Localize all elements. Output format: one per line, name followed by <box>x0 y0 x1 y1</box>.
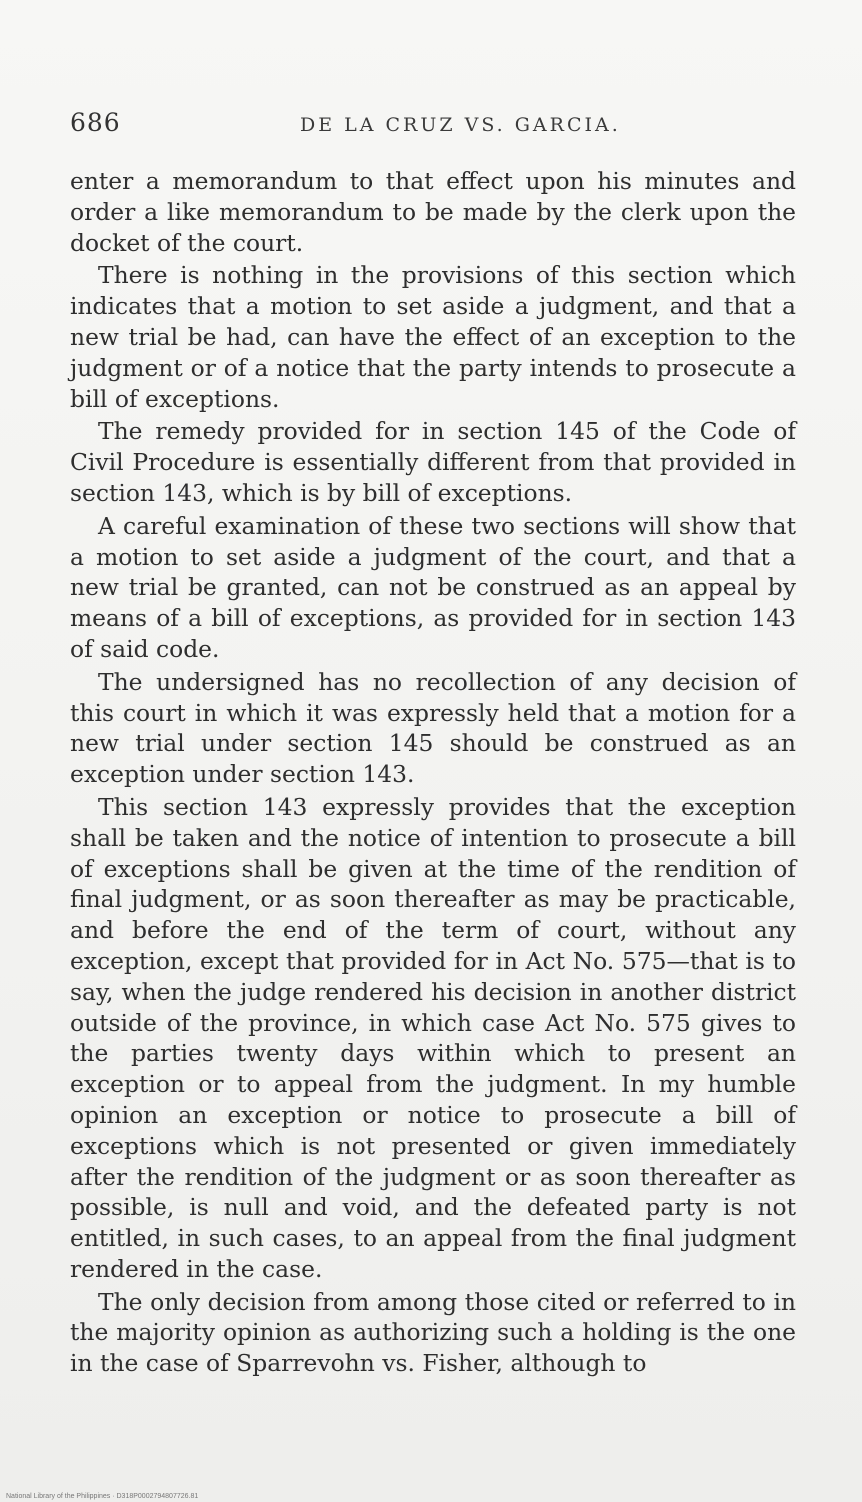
body-text <box>70 166 796 1381</box>
running-head: DE LA CRUZ VS. GARCIA. <box>300 114 621 136</box>
paragraph: A careful examination of these two sections will show that a motion to set aside a judgment of the court, and that a new trial be granted, can not be construed as an appeal by means of a bill of exceptions, as provided for in section 143 of said code. <box>70 511 796 663</box>
paragraph: There is nothing in the provisions of this section which indicates that a motion to set aside a judgment, and that a new trial be had, can have the effect of an exception to the judgment or of a notice that the party intends to prosecute a bill of exceptions. <box>70 261 796 413</box>
paragraph: This section 143 expressly provides that the exception shall be taken and the notice of intention to prosecute a bill of exceptions shall be given at the time of the rendition of final judgment, or as soon thereafter as may be practicable, and before the end of the term of court, without any exception, except that provided for in Act No. 575—that is to say, when the judge rendered his decision in another district outside of the province, in which case Act No. 575 gives to the parties twenty days within which to present an exception or to appeal from the judgment. In my humble opinion an exception or notice to prosecute a bill of exceptions which is not presented or given immediately after the rendition of the judgment or as soon thereafter as possible, is null and void, and the defeated party is not entitled, in such cases, to an appeal from the final judgment rendered in the case. <box>70 792 796 1283</box>
paragraph: The only decision from among those cited or referred to in the majority opinion as authorizing such a holding is the one in the case of Sparrevohn vs. Fisher, although to <box>70 1287 796 1378</box>
paragraph: enter a memorandum to that effect upon his minutes and order a like memorandum to be made by the clerk upon the docket of the court. <box>70 167 796 257</box>
scan-footer: National Library of the Philippines · D318P0002794807726.81 <box>6 1493 199 1500</box>
paragraph: The undersigned has no recollection of any decision of this court in which it was expressly held that a motion for a new trial under section 145 should be construed as an exception under section 143. <box>70 667 796 789</box>
page-header <box>70 108 790 142</box>
paragraph: The remedy provided for in section 145 of the Code of Civil Procedure is essentially different from that provided in section 143, which is by bill of exceptions. <box>70 417 796 507</box>
page-number: 686 <box>70 108 121 137</box>
